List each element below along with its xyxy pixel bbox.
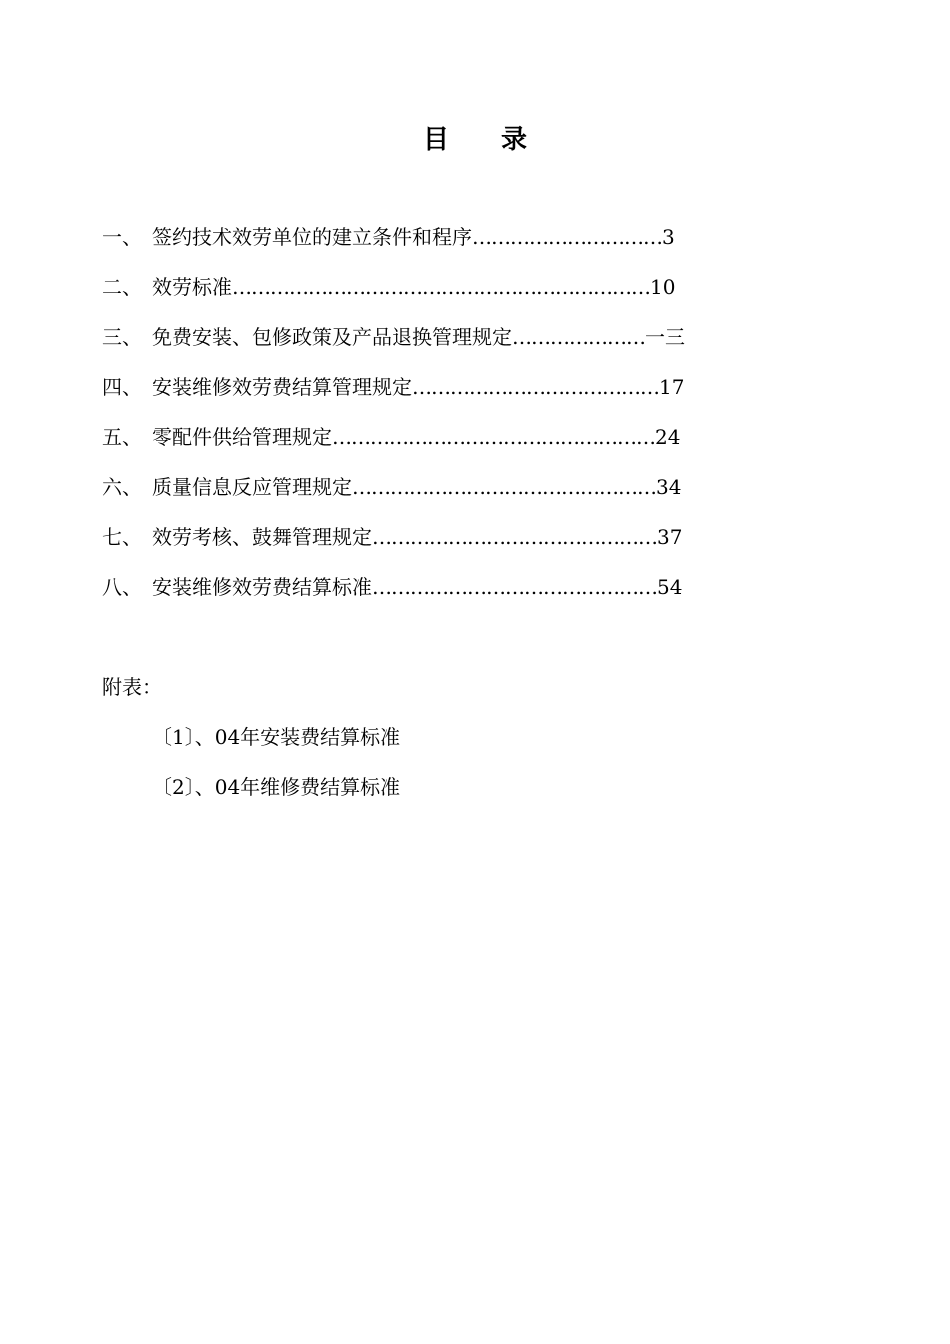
toc-entry-title: 安装维修效劳费结算标准 [152,575,372,599]
toc-leader-dots: ……………………………………… [372,575,657,599]
toc-entry-page: 37 [657,525,683,549]
toc-leader-dots: ………………………………… [412,375,659,399]
toc-entry-title: 零配件供给管理规定 [152,425,332,449]
toc-leader-dots: ………………………………………… [352,475,656,499]
toc-entry-title: 质量信息反应管理规定 [152,475,352,499]
toc-leader-dots: ………………………… [472,225,662,249]
toc-entry-number: 四、 [102,375,142,399]
toc-entry[interactable] [102,422,802,472]
toc-entry-page: 24 [655,425,681,449]
toc-entry[interactable] [102,322,802,372]
toc-entry[interactable] [102,572,802,622]
toc-entry-page: 54 [657,575,683,599]
toc-entry-title: 安装维修效劳费结算管理规定 [152,375,412,399]
appendix-list [152,722,400,822]
toc-entry[interactable] [102,222,802,272]
toc-leader-dots: ………………………………………………………… [232,275,650,299]
toc-entry-number: 三、 [102,325,142,349]
toc-entry-title: 签约技术效劳单位的建立条件和程序 [152,225,472,249]
page-title: 目录 [422,125,579,155]
toc-entry-title: 效劳标准 [152,275,232,299]
toc-entry-title: 免费安装、包修政策及产品退换管理规定 [152,325,512,349]
toc-leader-dots: …………………………………………… [332,425,655,449]
toc-leader-dots: ……………………………………… [372,525,657,549]
appendix-label: 附表： [102,675,162,699]
toc-entry-page: 一三 [645,325,685,349]
toc-leader-dots: ………………… [512,325,645,349]
toc-entry[interactable] [102,372,802,422]
toc-entry[interactable] [102,272,802,322]
toc-entry-number: 五、 [102,425,142,449]
toc-entry-page: 17 [659,375,685,399]
toc-entry-number: 七、 [102,525,142,549]
toc-entry[interactable] [102,472,802,522]
table-of-contents [102,222,802,622]
toc-entry[interactable] [102,522,802,572]
toc-entry-page: 34 [656,475,682,499]
toc-entry-title: 效劳考核、鼓舞管理规定 [152,525,372,549]
toc-entry-number: 八、 [102,575,142,599]
toc-entry-page: 3 [662,225,675,249]
appendix-item[interactable]: 〔1〕、04年安装费结算标准 [152,725,401,749]
appendix-item[interactable]: 〔2〕、04年维修费结算标准 [152,775,401,799]
toc-entry-page: 10 [650,275,676,299]
toc-entry-number: 二、 [102,275,142,299]
toc-entry-number: 六、 [102,475,142,499]
toc-entry-number: 一、 [102,225,142,249]
